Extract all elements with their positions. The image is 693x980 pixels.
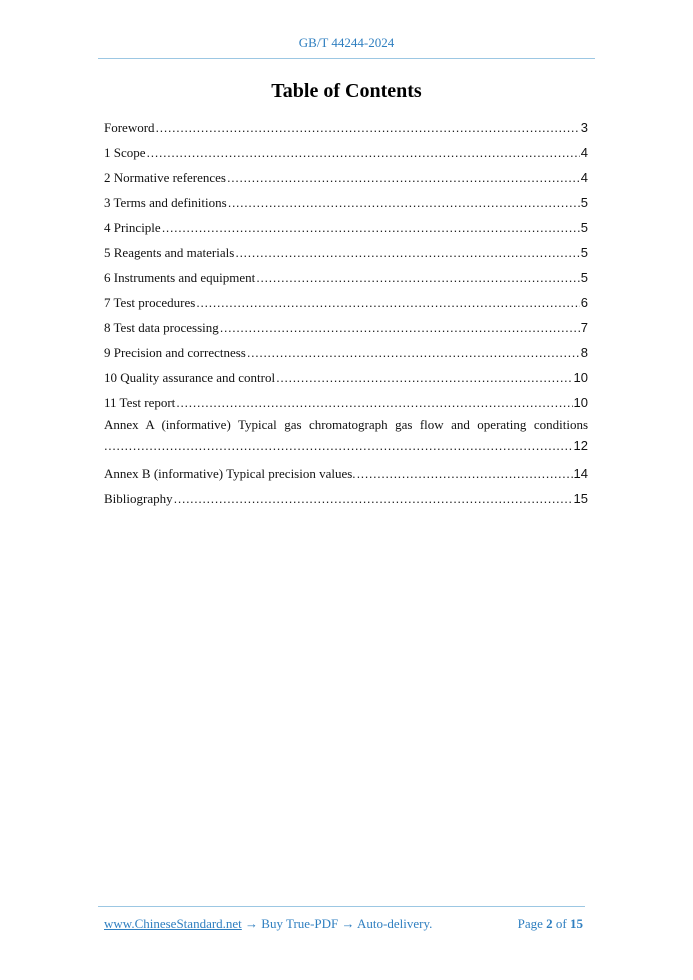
toc-entry-label: 5 Reagents and materials [104, 245, 235, 260]
dot-leader [357, 461, 573, 486]
toc-entry-label: 7 Test procedures [104, 295, 196, 310]
toc-entry-label: Annex A (informative) Typical gas chromatograph gas flow and operating conditions [104, 417, 588, 432]
toc-entry-page: 14 [573, 466, 588, 481]
toc-entry-page: 5 [580, 270, 588, 285]
dot-leader [147, 140, 580, 165]
toc-entry-test-procedures[interactable] [104, 290, 588, 315]
toc-entry-label: 10 Quality assurance and control [104, 370, 276, 385]
site-link[interactable]: www.ChineseStandard.net [104, 916, 242, 931]
toc-entry-annex-a[interactable] [104, 415, 588, 459]
footer-divider [98, 906, 585, 907]
toc-entry-page: 5 [580, 195, 588, 210]
standard-code-header: GB/T 44244-2024 [298, 35, 395, 50]
toc-entry-bibliography[interactable] [104, 486, 588, 511]
toc-entry-test-report[interactable] [104, 390, 588, 415]
toc-entry-page: 7 [580, 320, 588, 335]
toc-entry-page: 3 [580, 120, 588, 135]
page-current: 2 [546, 916, 553, 931]
dot-leader [228, 190, 580, 215]
toc-entry-annex-b[interactable] [104, 461, 588, 486]
page-word: Page [517, 916, 543, 931]
toc-entry-terms-and-definitions[interactable] [104, 190, 588, 215]
auto-delivery-text: Auto-delivery. [357, 916, 433, 931]
dot-leader [196, 290, 579, 315]
buy-true-pdf-link[interactable]: Buy True-PDF [261, 916, 339, 931]
toc-entry-page: 5 [580, 245, 588, 260]
dot-leader [276, 365, 572, 390]
footer-promo [104, 916, 432, 932]
toc-entry-page: 8 [580, 345, 588, 360]
toc-entry-reagents-and-materials[interactable] [104, 240, 588, 265]
toc-entry-page: 6 [580, 295, 588, 310]
toc-entry-page: 10 [573, 395, 588, 410]
toc-entry-page: 10 [573, 370, 588, 385]
toc-entry-scope[interactable] [104, 140, 588, 165]
toc-entry-page: 12 [573, 438, 588, 453]
toc-entry-page: 15 [573, 491, 588, 506]
dot-leader [104, 435, 573, 457]
toc-entry-label: 1 Scope [104, 145, 146, 160]
toc-entry-quality-assurance[interactable] [104, 365, 588, 390]
toc-entry-test-data-processing[interactable] [104, 315, 588, 340]
page-total: 15 [570, 916, 583, 931]
toc-entry-page: 5 [580, 220, 588, 235]
toc-entry-label: 9 Precision and correctness [104, 345, 246, 360]
toc-entry-normative-references[interactable] [104, 165, 588, 190]
dot-leader [176, 390, 572, 415]
dot-leader [227, 165, 580, 190]
toc-entry-label: 6 Instruments and equipment [104, 270, 256, 285]
toc-entry-label: Annex B (informative) Typical precision values. [104, 466, 356, 481]
toc-entry-label: Bibliography [104, 491, 173, 506]
page-indicator [518, 916, 583, 932]
arrow-right-icon: → [341, 916, 355, 931]
toc-entry-label: Foreword [104, 120, 155, 135]
header-divider [98, 58, 595, 59]
toc-entry-page: 4 [580, 170, 588, 185]
dot-leader [156, 115, 580, 140]
toc-entry-precision-and-correctness[interactable] [104, 340, 588, 365]
table-of-contents [104, 115, 588, 511]
dot-leader [247, 340, 580, 365]
toc-entry-label: 11 Test report [104, 395, 176, 410]
toc-entry-principle[interactable] [104, 215, 588, 240]
toc-entry-label: 3 Terms and definitions [104, 195, 227, 210]
toc-entry-label: 2 Normative references [104, 170, 226, 185]
dot-leader [162, 215, 580, 240]
toc-entry-label: 8 Test data processing [104, 320, 219, 335]
dot-leader [235, 240, 579, 265]
dot-leader [256, 265, 579, 290]
toc-entry-foreword[interactable] [104, 115, 588, 140]
toc-title: Table of Contents [271, 80, 422, 102]
dot-leader [220, 315, 580, 340]
toc-entry-page: 4 [580, 145, 588, 160]
toc-entry-instruments-and-equipment[interactable] [104, 265, 588, 290]
arrow-right-icon: → [245, 916, 259, 931]
dot-leader [174, 486, 573, 511]
of-word: of [555, 916, 567, 931]
toc-entry-label: 4 Principle [104, 220, 161, 235]
